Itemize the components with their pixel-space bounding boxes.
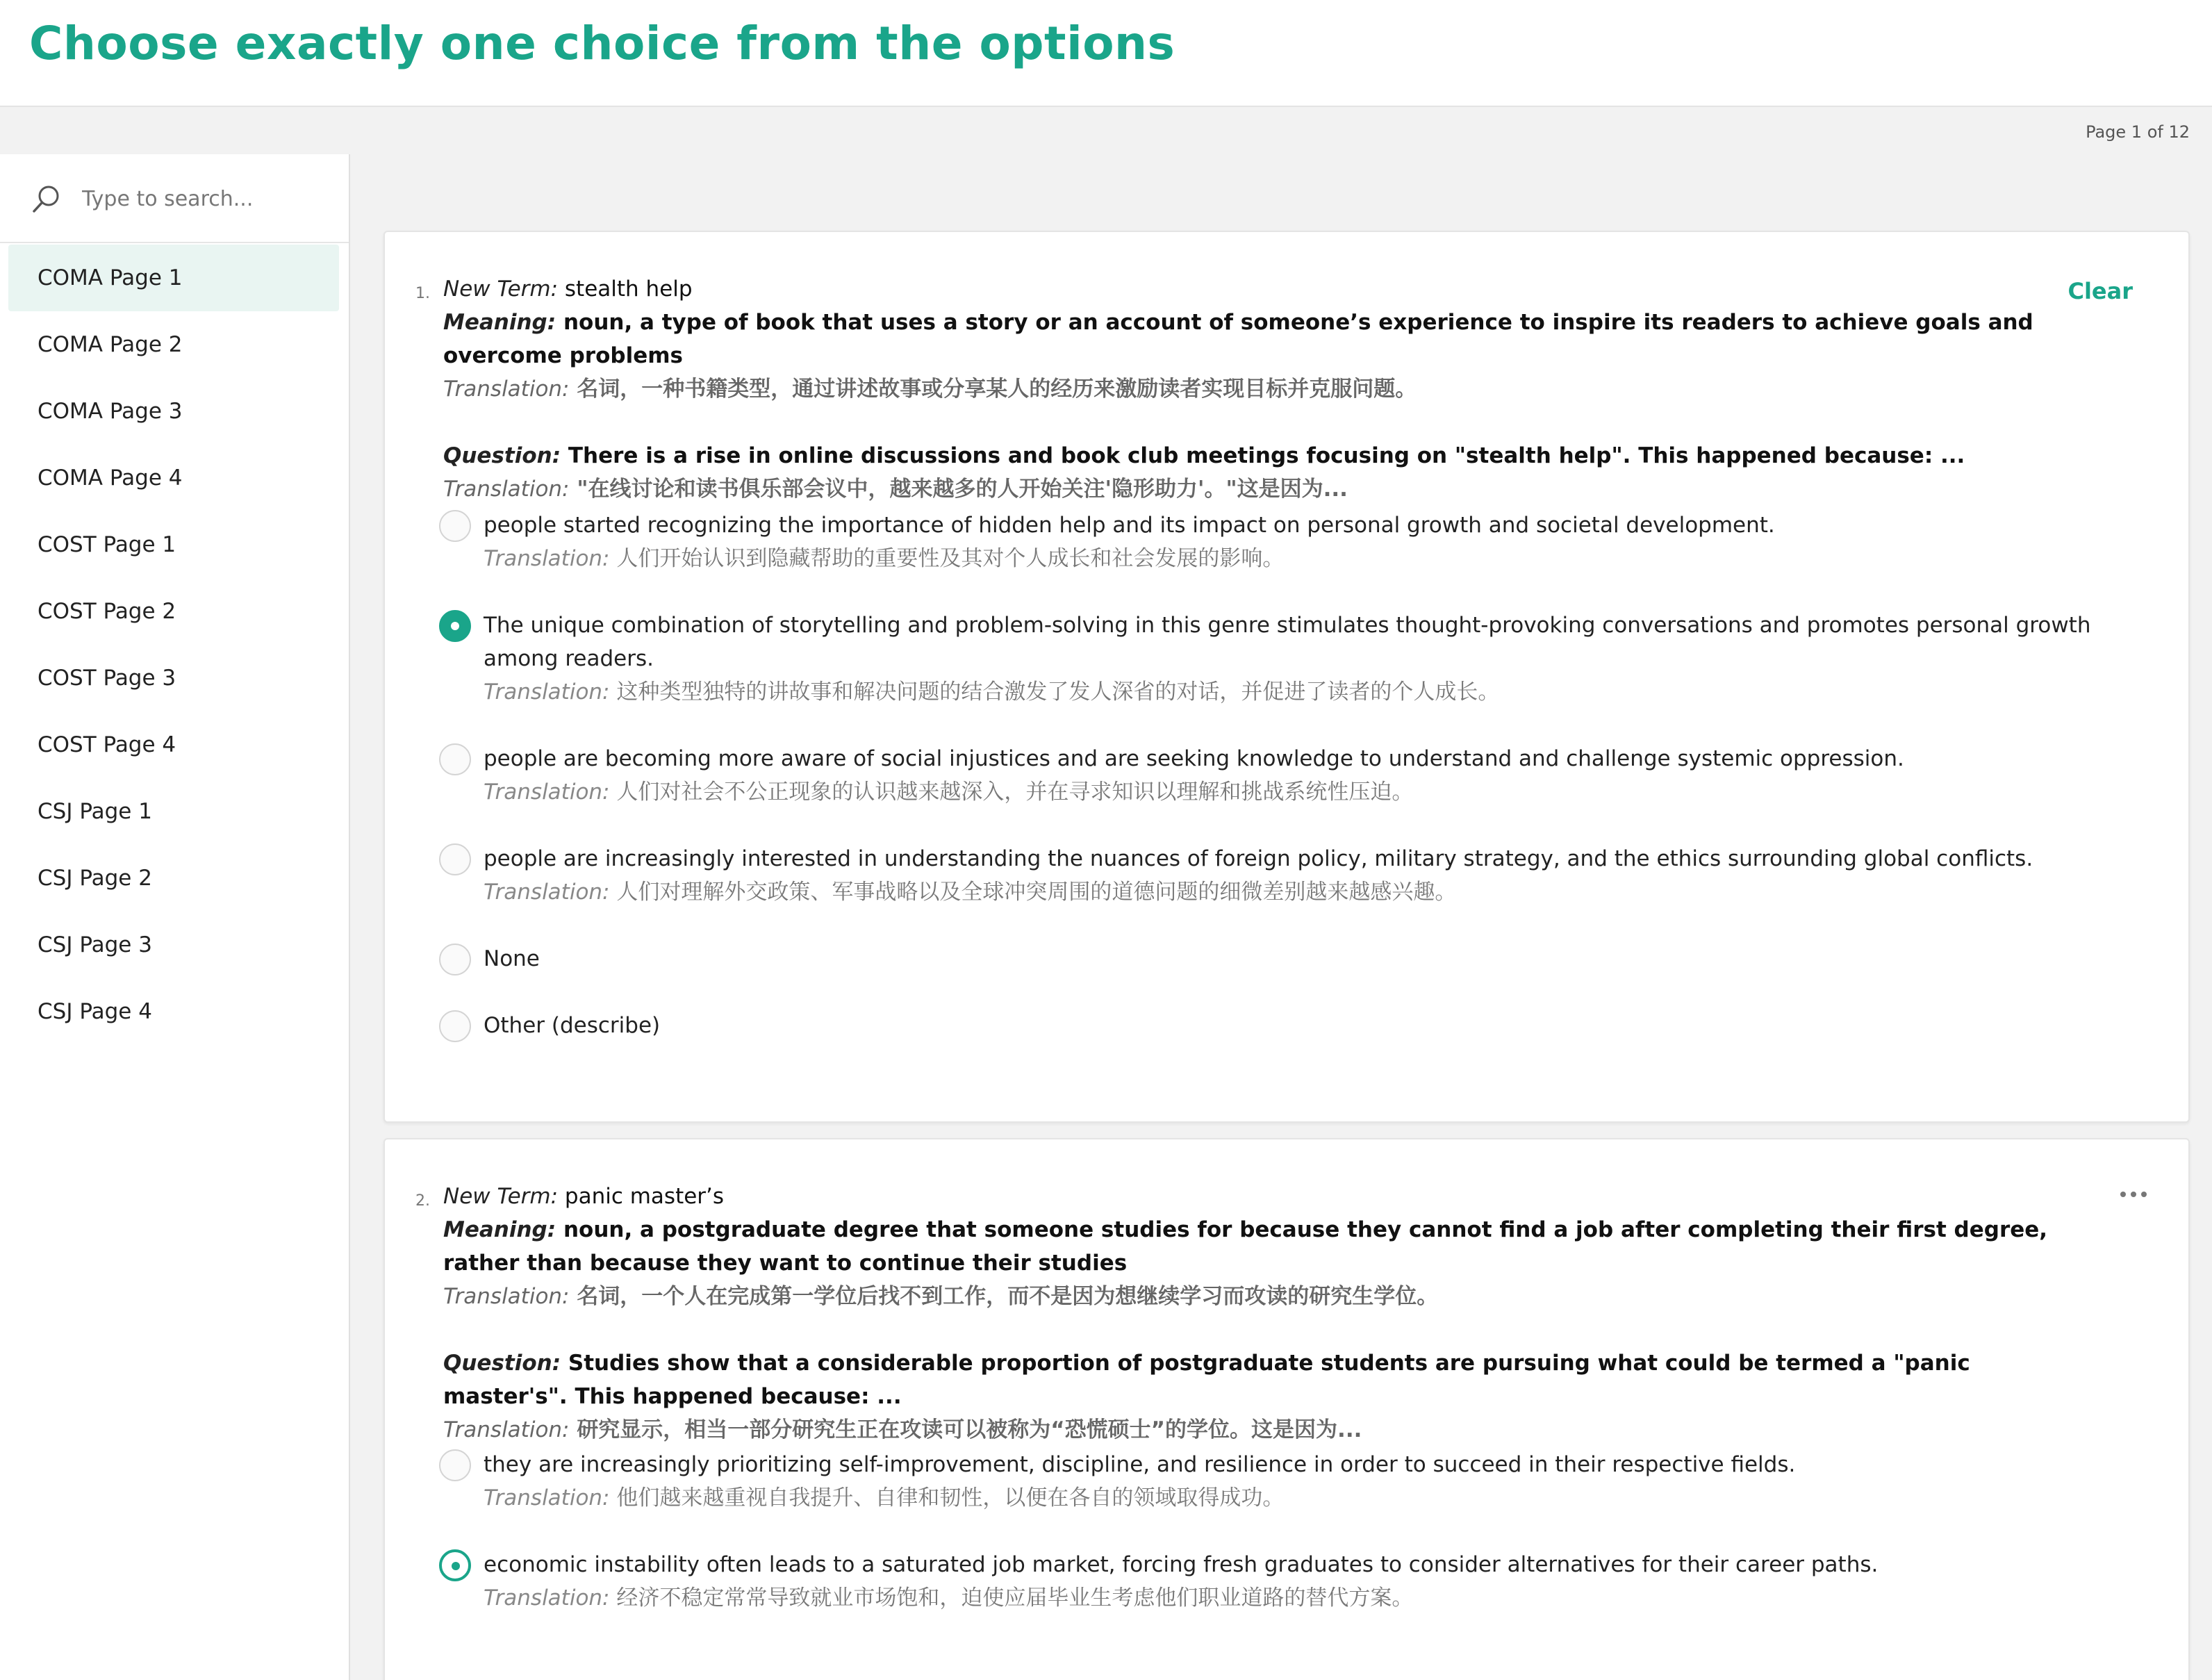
sidebar-item[interactable]: COMA Page 1 bbox=[8, 245, 339, 311]
answer-option[interactable] bbox=[439, 609, 2106, 709]
translation-label: Translation: bbox=[484, 1485, 610, 1510]
question-translation bbox=[443, 1413, 2062, 1447]
question-body bbox=[443, 1180, 2062, 1447]
sidebar-item[interactable]: COST Page 2 bbox=[38, 599, 176, 624]
question-number: 2. bbox=[415, 1192, 430, 1210]
option-translation bbox=[484, 675, 2106, 709]
option-text: economic instability often leads to a saturated job market, forcing fresh graduates to consider alternatives for their career paths. bbox=[484, 1552, 1879, 1577]
answer-option[interactable] bbox=[439, 509, 2106, 575]
meaning-translation bbox=[443, 372, 2062, 406]
question-line bbox=[443, 1347, 2062, 1413]
answer-option[interactable] bbox=[439, 1548, 2106, 1615]
sidebar-item[interactable]: CSJ Page 2 bbox=[38, 866, 152, 891]
sidebar-item[interactable]: CSJ Page 4 bbox=[38, 999, 152, 1024]
meaning-text: noun, a type of book that uses a story or an account of someone’s experience to inspire its readers to achieve goals and overcome problems bbox=[443, 310, 2033, 368]
translation-label: Translation: bbox=[484, 880, 610, 905]
sidebar-item[interactable]: COMA Page 3 bbox=[38, 399, 183, 424]
sidebar-item[interactable]: COST Page 3 bbox=[38, 666, 176, 691]
translation-label: Translation: bbox=[484, 780, 610, 805]
option-translation bbox=[484, 542, 2106, 575]
question-body bbox=[443, 272, 2062, 506]
option-translation bbox=[484, 1481, 2106, 1515]
question-label: Question: bbox=[443, 443, 561, 468]
question-card bbox=[383, 1138, 2190, 1680]
answer-option[interactable] bbox=[439, 742, 2106, 809]
radio-button[interactable] bbox=[439, 1449, 471, 1481]
answer-option[interactable] bbox=[439, 1448, 2106, 1515]
term-text: panic master’s bbox=[564, 1184, 725, 1209]
question-text: Studies show that a considerable proportion of postgraduate students are pursuing what could be termed a "panic master's". This happened because: ... bbox=[443, 1351, 1970, 1409]
sidebar-item[interactable]: COST Page 4 bbox=[38, 732, 176, 757]
meaning-translation-text: 名词，一个人在完成第一学位后找不到工作，而不是因为想继续学习而攻读的研究生学位。 bbox=[577, 1284, 1439, 1309]
translation-label: Translation: bbox=[443, 477, 570, 502]
term-line bbox=[443, 272, 2062, 306]
option-text: people started recognizing the importance of hidden help and its impact on personal growth and societal development. bbox=[484, 513, 1775, 538]
options-list bbox=[439, 509, 2106, 1076]
meaning-label: Meaning: bbox=[443, 1217, 556, 1242]
translation-label: Translation: bbox=[443, 1284, 570, 1309]
option-translation-text: 他们越来越重视自我提升、自律和韧性，以便在各自的领域取得成功。 bbox=[616, 1485, 1285, 1510]
radio-button[interactable] bbox=[439, 510, 471, 542]
question-line bbox=[443, 439, 2062, 472]
clear-button[interactable]: Clear bbox=[2067, 278, 2133, 304]
page-indicator: Page 1 of 12 bbox=[2086, 122, 2190, 142]
options-list bbox=[439, 1448, 2106, 1648]
question-card bbox=[383, 231, 2190, 1123]
sidebar-item[interactable]: COMA Page 2 bbox=[38, 332, 183, 357]
option-text: None bbox=[484, 946, 540, 971]
translation-label: Translation: bbox=[484, 1586, 610, 1611]
option-text: they are increasingly prioritizing self-improvement, discipline, and resilience in order to succeed in their respective fields. bbox=[484, 1452, 1796, 1477]
sidebar-nav bbox=[0, 243, 349, 1045]
sidebar-item[interactable]: COMA Page 4 bbox=[38, 466, 183, 491]
sidebar-item[interactable]: COST Page 1 bbox=[38, 532, 176, 557]
question-number: 1. bbox=[415, 285, 430, 302]
search-input[interactable] bbox=[82, 178, 332, 220]
option-translation-text: 人们对社会不公正现象的认识越来越深入，并在寻求知识以理解和挑战系统性压迫。 bbox=[616, 780, 1414, 805]
meaning-translation bbox=[443, 1280, 2062, 1313]
search-bar bbox=[0, 154, 349, 243]
term-text: stealth help bbox=[564, 277, 693, 302]
answer-option[interactable] bbox=[439, 1009, 2106, 1042]
answer-option[interactable] bbox=[439, 942, 2106, 975]
option-translation bbox=[484, 875, 2106, 909]
radio-button[interactable] bbox=[439, 1549, 471, 1581]
meaning-line bbox=[443, 306, 2062, 372]
sidebar bbox=[0, 154, 350, 1680]
radio-button[interactable] bbox=[439, 944, 471, 975]
question-translation-text: 研究显示，相当一部分研究生正在攻读可以被称为“恐慌硕士”的学位。这是因为... bbox=[577, 1417, 1362, 1442]
page-title: Choose exactly one choice from the options bbox=[29, 17, 1175, 70]
option-text: people are increasingly interested in understanding the nuances of foreign policy, military strategy, and the ethics surrounding global conflicts. bbox=[484, 846, 2033, 871]
radio-button[interactable] bbox=[439, 843, 471, 875]
term-line bbox=[443, 1180, 2062, 1213]
question-text: There is a rise in online discussions and book club meetings focusing on "stealth help". This happened because: ... bbox=[568, 443, 1965, 468]
option-text: Other (describe) bbox=[484, 1013, 661, 1038]
option-translation-text: 这种类型独特的讲故事和解决问题的结合激发了发人深省的对话，并促进了读者的个人成长。 bbox=[616, 680, 1500, 705]
sidebar-item[interactable]: CSJ Page 3 bbox=[38, 932, 152, 957]
radio-button[interactable] bbox=[439, 743, 471, 775]
search-icon bbox=[31, 183, 63, 215]
main-content bbox=[383, 231, 2190, 1680]
translation-label: Translation: bbox=[484, 680, 610, 705]
option-translation-text: 人们开始认识到隐藏帮助的重要性及其对个人成长和社会发展的影响。 bbox=[616, 546, 1285, 571]
translation-label: Translation: bbox=[443, 377, 570, 402]
translation-label: Translation: bbox=[484, 546, 610, 571]
question-translation bbox=[443, 472, 2062, 506]
translation-label: Translation: bbox=[443, 1417, 570, 1442]
option-translation-text: 经济不稳定常常导致就业市场饱和，迫使应届毕业生考虑他们职业道路的替代方案。 bbox=[616, 1586, 1414, 1611]
option-translation-text: 人们对理解外交政策、军事战略以及全球冲突周围的道德问题的细微差别越来越感兴趣。 bbox=[616, 880, 1457, 905]
more-options-icon[interactable] bbox=[2120, 1187, 2152, 1196]
option-translation bbox=[484, 1581, 2106, 1615]
sidebar-item[interactable]: CSJ Page 1 bbox=[38, 799, 152, 824]
meaning-text: noun, a postgraduate degree that someone studies for because they cannot find a job after completing their first degree, rather than because they want to continue their studies bbox=[443, 1217, 2048, 1276]
question-label: Question: bbox=[443, 1351, 561, 1376]
option-translation bbox=[484, 775, 2106, 809]
meaning-translation-text: 名词，一种书籍类型，通过讲述故事或分享某人的经历来激励读者实现目标并克服问题。 bbox=[577, 377, 1417, 402]
question-translation-text: "在线讨论和读书俱乐部会议中，越来越多的人开始关注'隐形助力'。"这是因为... bbox=[577, 477, 1348, 502]
meaning-label: Meaning: bbox=[443, 310, 556, 335]
answer-option[interactable] bbox=[439, 842, 2106, 909]
radio-button[interactable] bbox=[439, 610, 471, 642]
page-header bbox=[0, 0, 2212, 107]
new-term-label: New Term: bbox=[443, 277, 559, 302]
new-term-label: New Term: bbox=[443, 1184, 559, 1209]
radio-button[interactable] bbox=[439, 1010, 471, 1042]
option-text: The unique combination of storytelling and problem-solving in this genre stimulates thought-provoking conversations and promotes personal growth among readers. bbox=[484, 613, 2091, 671]
meaning-line bbox=[443, 1213, 2062, 1280]
option-text: people are becoming more aware of social injustices and are seeking knowledge to understand and challenge systemic oppression. bbox=[484, 746, 1904, 771]
